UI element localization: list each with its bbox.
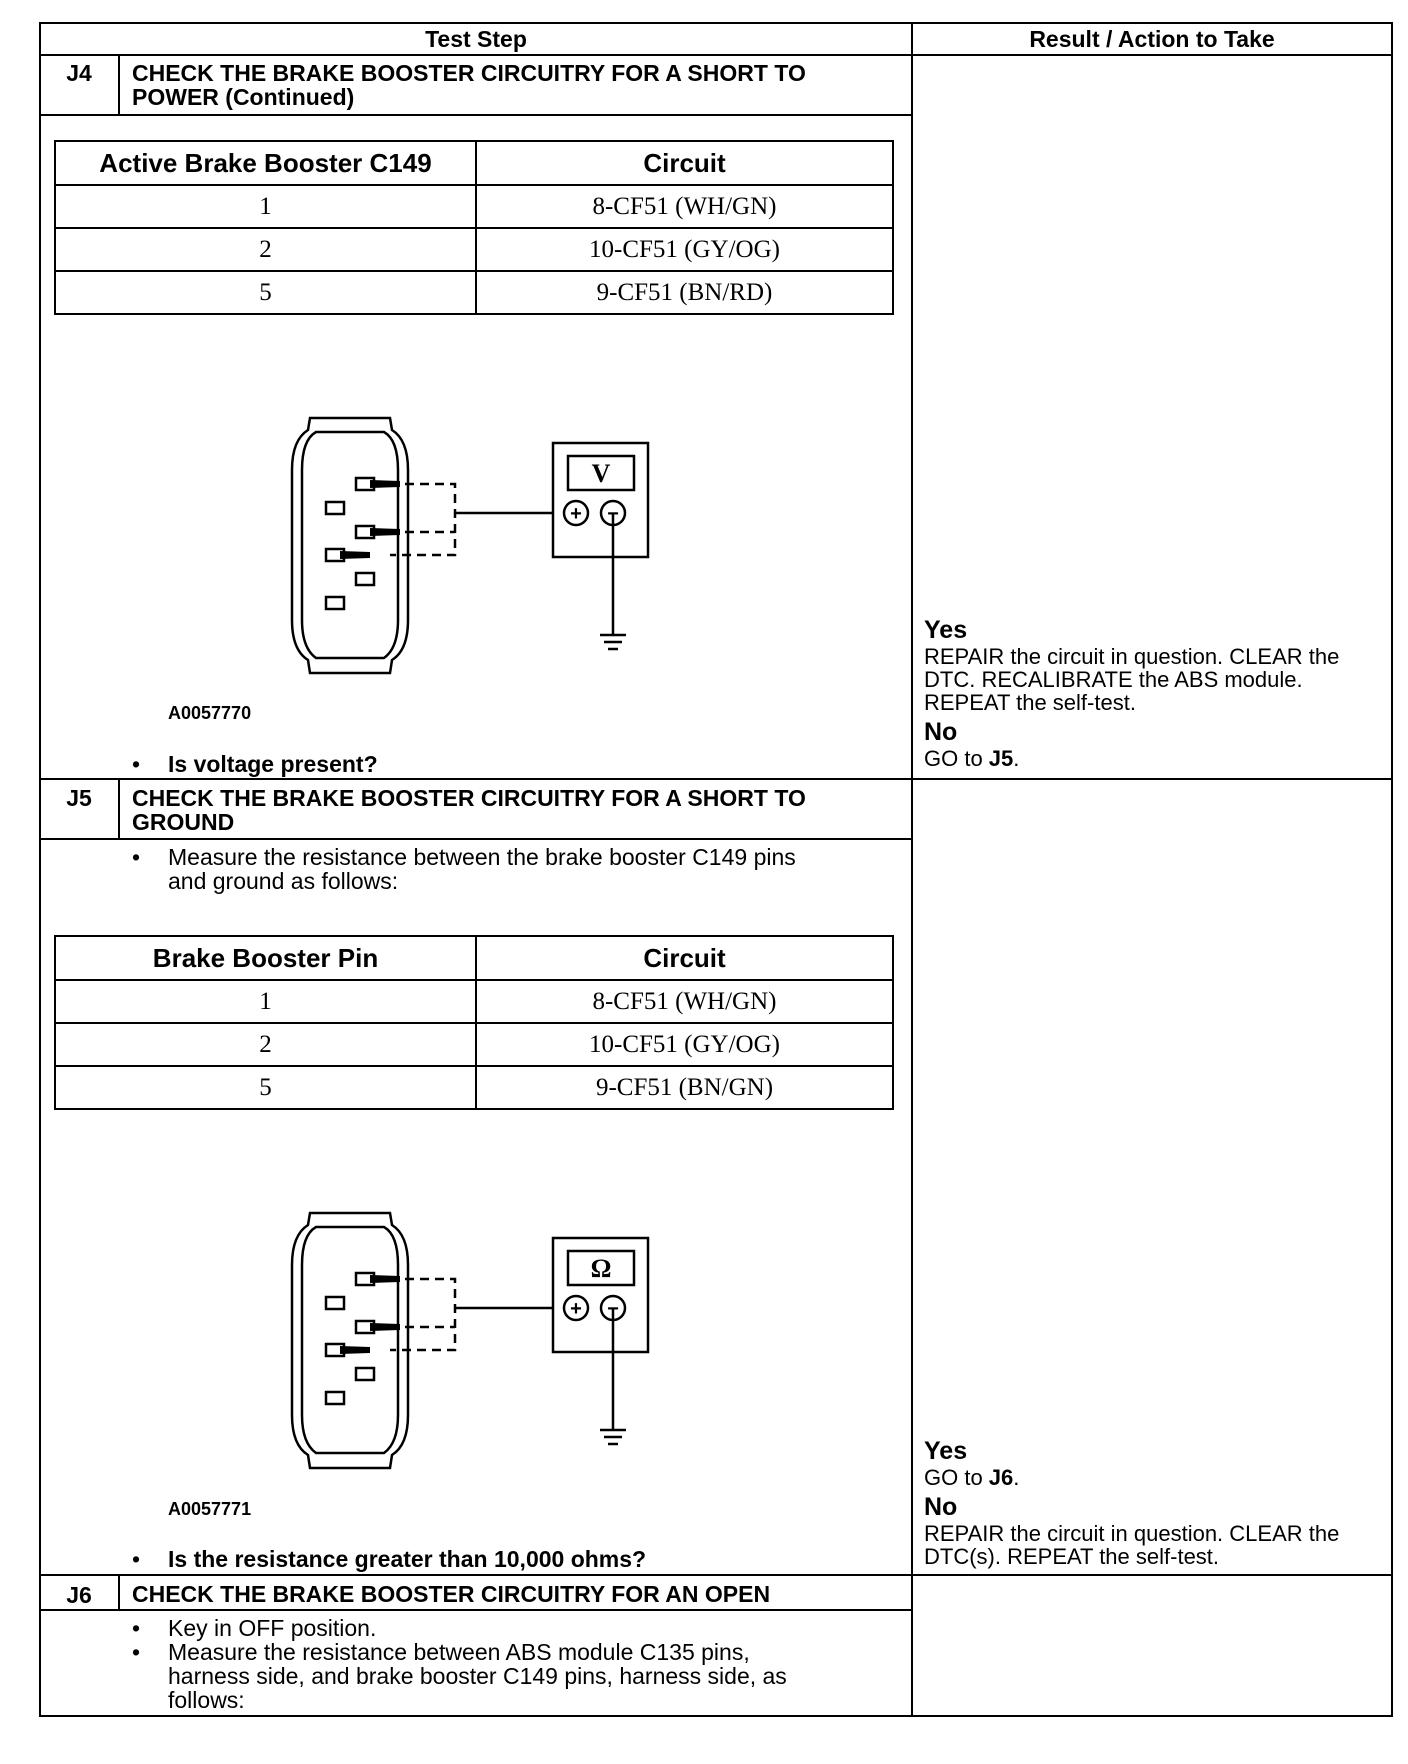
table-row [55,228,893,271]
meter-minus-sign: − [607,503,619,525]
bullet-icon: • [132,751,141,777]
instruction-j6-key-off [132,1616,902,1640]
header-test-step: Test Step [425,26,527,52]
result-yes-line: REPEAT the self-test. [924,690,1136,715]
table-cell: 9-CF51 (BN/RD) [476,271,893,314]
table-cell: 10-CF51 (GY/OG) [476,228,893,271]
pin-cavity-icon [356,1368,374,1380]
instruction-line: harness side, and brake booster C149 pins, harness side, as [168,1663,787,1689]
pin-cavity-icon [326,597,344,609]
dashed-lead-icon [390,484,455,555]
result-no-suffix: . [1013,746,1020,771]
probe-tip-icon [370,1323,400,1331]
table-cell: 8-CF51 (WH/GN) [476,980,893,1023]
probe-tip-icon [340,1346,370,1354]
meter-minus-sign: − [607,1298,619,1320]
table-row [55,980,893,1023]
result-yes-prefix: GO to [924,1465,989,1490]
probe-tip-icon [370,528,400,536]
result-no-line [924,747,1392,770]
bullet-icon: • [132,844,141,870]
result-yes-label: Yes [924,1437,968,1465]
step-title-j5 [132,786,902,834]
table-cell: 9-CF51 (BN/GN) [476,1066,893,1109]
table-cell: 1 [55,980,476,1023]
table-row [55,1023,893,1066]
pin-cavity-icon [326,1297,344,1309]
result-yes-line: REPAIR the circuit in question. CLEAR the [924,644,1340,669]
result-no-line: DTC(s). REPEAT the self-test. [924,1544,1220,1569]
table-cell: 2 [55,228,476,271]
result-j4 [924,616,1392,770]
bullet-icon: • [132,1546,141,1572]
table-header: Circuit [476,936,893,980]
table-cell: 5 [55,271,476,314]
table-header: Circuit [476,141,893,185]
goto-link-j5[interactable]: J5 [988,746,1014,771]
instruction-j6-measure [132,1640,902,1714]
step-rule [39,1574,1393,1576]
connector-inner-outline-icon [302,1227,398,1453]
figure-caption-j5: A0057771 [168,1499,252,1519]
table-header: Active Brake Booster C149 [55,141,476,185]
header-rule [39,54,1393,56]
step-title-j6: CHECK THE BRAKE BOOSTER CIRCUITRY FOR AN OPEN [132,1581,771,1607]
pin-circuit-table-j4 [54,140,894,315]
instruction-text: Key in OFF position. [168,1615,377,1641]
table-cell: 5 [55,1066,476,1109]
step-title-rule [39,838,913,840]
table-cell: 1 [55,185,476,228]
dashed-lead-icon [390,1279,455,1350]
step-title-j4 [132,61,902,109]
pin-cavity-icon [356,573,374,585]
goto-link-j6[interactable]: J6 [988,1465,1014,1490]
table-cell: 10-CF51 (GY/OG) [476,1023,893,1066]
connector-inner-outline-icon [302,432,398,658]
bullet-icon: • [132,1639,141,1665]
question-j4 [132,752,902,778]
instruction-j5 [132,845,902,895]
meter-plus-sign: + [570,1298,582,1320]
step-title-rule [39,1609,913,1611]
step-id-divider [118,54,120,116]
result-yes-label: Yes [924,616,968,644]
figure-caption-j4: A0057770 [168,703,252,723]
connector-outline-icon [292,418,408,673]
table-row [55,1066,893,1109]
result-yes-line [924,1466,1392,1489]
step-title-rule [39,114,913,116]
step-title-line: CHECK THE BRAKE BOOSTER CIRCUITRY FOR A SHORT TO [132,60,806,86]
instruction-text [168,845,796,893]
step-id-j5: J5 [66,785,92,811]
probe-tip-icon [370,1275,400,1283]
table-cell: 8-CF51 (WH/GN) [476,185,893,228]
meter-symbol: Ω [590,1254,612,1283]
table-row [55,271,893,314]
question-text: Is voltage present? [168,751,378,777]
instruction-line: follows: [168,1687,245,1713]
column-divider [911,22,913,1717]
instruction-line: Measure the resistance between the brake booster C149 pins [168,844,796,870]
result-no-prefix: GO to [924,746,989,771]
step-rule [39,778,1393,780]
step-id-j6: J6 [66,1582,92,1608]
step-id-j4: J4 [66,60,92,86]
connector-ohmmeter-diagram [280,1205,680,1480]
table-cell: 2 [55,1023,476,1066]
pin-cavity-icon [326,502,344,514]
result-no-label: No [924,718,958,746]
pin-cavity-icon [326,1392,344,1404]
question-text: Is the resistance greater than 10,000 ohms? [168,1546,647,1572]
pin-circuit-table-j5 [54,935,894,1110]
meter-plus-sign: + [570,503,582,525]
probe-tip-icon [340,551,370,559]
connector-outline-icon [292,1213,408,1468]
question-j5 [132,1547,902,1573]
step-title-line: POWER (Continued) [132,84,355,110]
result-j5 [924,1437,1392,1568]
probe-tip-icon [370,480,400,488]
result-yes-suffix: . [1013,1465,1020,1490]
step-title-line: GROUND [132,809,235,835]
table-row [55,185,893,228]
connector-voltmeter-diagram [280,410,680,685]
instruction-line: Measure the resistance between ABS module C135 pins, [168,1639,750,1665]
result-no-label: No [924,1493,958,1521]
result-yes-line: DTC. RECALIBRATE the ABS module. [924,667,1303,692]
result-no-line: REPAIR the circuit in question. CLEAR the [924,1521,1340,1546]
instruction-text [168,1640,787,1712]
step-title-line: CHECK THE BRAKE BOOSTER CIRCUITRY FOR A SHORT TO [132,785,806,811]
table-header: Brake Booster Pin [55,936,476,980]
meter-symbol: V [591,459,611,488]
instruction-line: and ground as follows: [168,868,399,894]
step-id-divider [118,1574,120,1611]
header-result-action: Result / Action to Take [1029,26,1275,52]
bullet-icon: • [132,1615,141,1641]
step-id-divider [118,778,120,840]
